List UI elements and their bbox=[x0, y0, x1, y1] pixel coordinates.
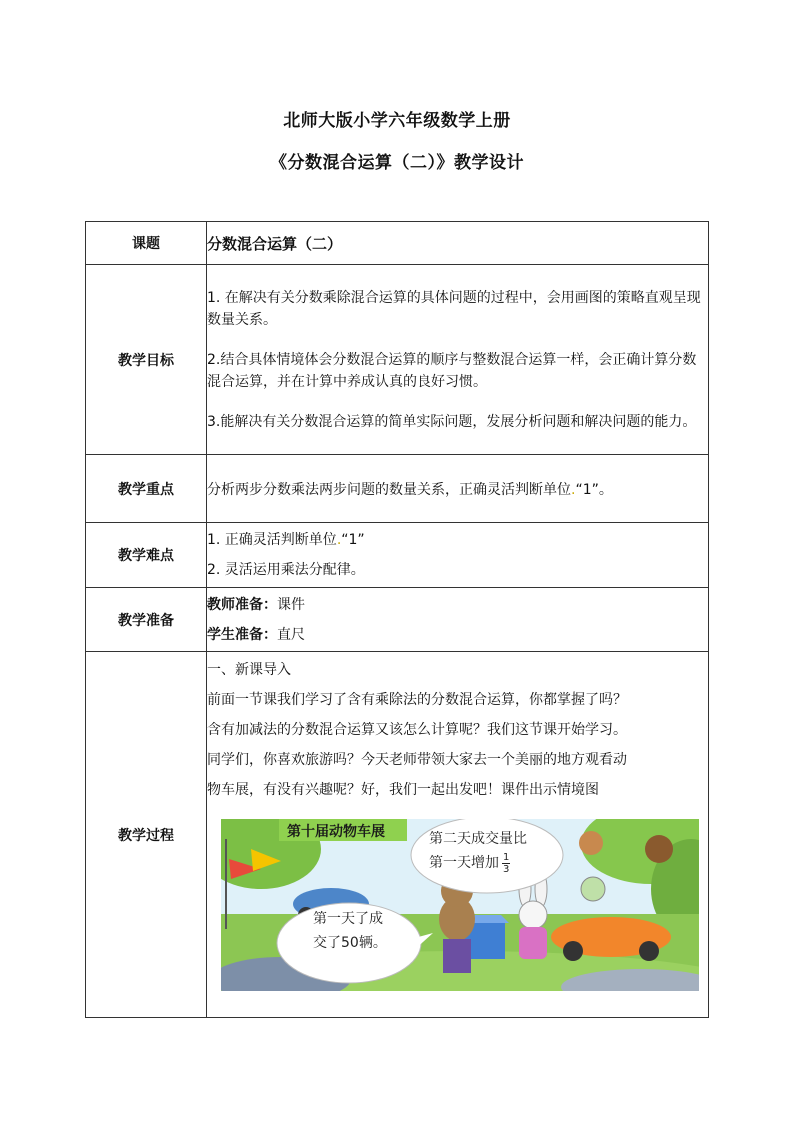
speech-bubble-right: 第二天成交量比 第一天增加 $\frac{1}{3}$ bbox=[429, 831, 527, 875]
objective-item: 3.能解决有关分数混合运算的简单实际问题，发展分析问题和解决问题的能力。 bbox=[207, 413, 697, 430]
process-label: 教学过程 bbox=[86, 652, 207, 1018]
row-key-points bbox=[86, 455, 709, 523]
process-heading: 一、新课导入 bbox=[207, 662, 291, 678]
process-line: 同学们，你喜欢旅游吗？今天老师带领大家去一个美丽的地方观看动 bbox=[207, 752, 627, 768]
row-difficulties bbox=[86, 523, 709, 588]
row-preparation bbox=[86, 588, 709, 652]
difficulty-item: 2. 灵活运用乘法分配律。 bbox=[207, 562, 365, 578]
process-content bbox=[207, 652, 709, 1018]
lesson-plan-table bbox=[85, 221, 709, 1018]
difficulty-item: 1. 正确灵活判断单位.“1” bbox=[207, 532, 365, 548]
difficulties-content bbox=[207, 523, 709, 588]
preparation-content bbox=[207, 588, 709, 652]
row-topic bbox=[86, 222, 709, 265]
scene-illustration bbox=[221, 819, 699, 991]
document-title: 北师大版小学六年级数学上册 bbox=[283, 111, 511, 131]
speech-bubble-left: 第一天了成 交了50辆。 bbox=[313, 911, 387, 951]
key-points-content bbox=[207, 455, 709, 523]
row-process bbox=[86, 652, 709, 1018]
scene-banner: 第十届动物车展 bbox=[287, 824, 385, 840]
fraction-one-third: $\frac{1}{3}$ bbox=[503, 851, 510, 875]
process-line: 含有加减法的分数混合运算又该怎么计算呢？我们这节课开始学习。 bbox=[207, 722, 627, 738]
process-line: 前面一节课我们学习了含有乘除法的分数混合运算，你都掌握了吗？ bbox=[207, 692, 627, 708]
process-line: 物车展，有没有兴趣呢？好，我们一起出发吧！课件出示情境图 bbox=[207, 782, 599, 798]
objective-item: 2.结合具体情境体会分数混合运算的顺序与整数混合运算一样，会正确计算分数混合运算，并在计算中养成认真的良好习惯。 bbox=[207, 351, 697, 390]
key-points-text: 分析两步分数乘法两步问题的数量关系，正确灵活判断单位 bbox=[207, 481, 571, 498]
topic-value: 分数混合运算（二） bbox=[207, 222, 709, 265]
objective-item: 1. 在解决有关分数乘除混合运算的具体问题的过程中，会用画图的策略直观呈现数量关系。 bbox=[207, 289, 701, 328]
document-subtitle: 《分数混合运算（二）》教学设计 bbox=[270, 153, 524, 173]
objectives-label: 教学目标 bbox=[86, 265, 207, 455]
preparation-label: 教学准备 bbox=[86, 588, 207, 652]
teacher-preparation: 教师准备：课件 bbox=[207, 596, 305, 613]
objectives-content bbox=[207, 265, 709, 455]
key-points-label: 教学重点 bbox=[86, 455, 207, 523]
student-preparation: 学生准备：直尺 bbox=[207, 626, 305, 643]
difficulties-label: 教学难点 bbox=[86, 523, 207, 588]
row-objectives bbox=[86, 265, 709, 455]
key-points-dot: . bbox=[571, 481, 576, 498]
key-points-unit: “1”。 bbox=[575, 481, 613, 498]
topic-label: 课题 bbox=[86, 222, 207, 265]
